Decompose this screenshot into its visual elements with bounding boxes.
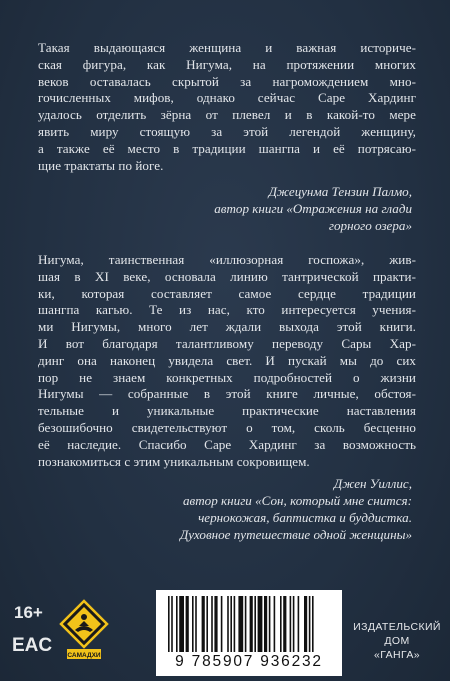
- attribution1-line: автор книги «Отражения на глади: [214, 201, 412, 216]
- eac-mark-text: EAC: [11, 635, 53, 656]
- barcode-bar: [258, 596, 263, 652]
- eac-certification-icon: [11, 631, 53, 656]
- quote2-line: безошибочно свидетельствуют о том, сколь бесценно: [38, 419, 416, 435]
- quote1-line: явить миру стоящую за этой легендой женщину,: [38, 123, 416, 139]
- quote2-line: тельные и уникальные практические наставления: [38, 403, 416, 419]
- barcode-bar: [280, 596, 282, 652]
- barcode-bars: [168, 596, 330, 652]
- publisher-imprint: [352, 620, 442, 662]
- barcode-bar: [176, 596, 178, 652]
- barcode-bar: [234, 596, 236, 652]
- quote2-line: познакомиться с этим уникальным сокровищем.: [38, 453, 310, 469]
- publisher-line: ДОМ: [384, 635, 410, 647]
- quote1-line: гочисленных мифов, однако сейчас Саре Хардинг: [38, 90, 416, 106]
- attribution2-line: чернокожая, баптистка и буддистка.: [198, 510, 412, 525]
- barcode-bar: [206, 596, 208, 652]
- barcode-bar: [227, 596, 229, 652]
- barcode-bar: [168, 596, 170, 652]
- quote1-line: удалось отделить зёрна от плевел и в какой-то мере: [38, 107, 416, 123]
- publisher-line: ИЗДАТЕЛЬСКИЙ: [353, 621, 441, 633]
- quote2-line: ми Нигумы, много лет ждали выхода этой книги.: [38, 319, 416, 335]
- logo-label: САМАДХИ: [67, 652, 101, 659]
- quote2-line: динг она наконец увидела свет. И пускай мы до сих: [38, 352, 416, 368]
- barcode-bar: [293, 596, 295, 652]
- isbn-digits: 9 785907 936232: [175, 653, 323, 670]
- quote2-line: пор не знаем конкретных подробностей о жизни: [38, 369, 416, 385]
- barcode-bar: [238, 596, 243, 652]
- attribution-1: [92, 183, 412, 234]
- isbn-barcode: [156, 590, 342, 676]
- attribution-2: [112, 475, 412, 543]
- quote2-line: шая в XI веке, основала линию тантрической практи-: [38, 268, 416, 284]
- barcode-bar: [254, 596, 256, 652]
- quote1-line: а также её место в традиции шангпа и её потрясаю-: [38, 140, 416, 156]
- quote2-line: Нигума, таинственная «иллюзорная госпожа», жив-: [38, 252, 416, 267]
- barcode-bar: [171, 596, 173, 652]
- barcode-bar: [250, 596, 253, 652]
- barcode-bar: [211, 596, 213, 652]
- quote-nigumapraise-1: [38, 40, 416, 174]
- age-rating: 16+: [14, 603, 43, 622]
- attribution2-line: автор книги «Сон, который мне снится:: [182, 493, 412, 508]
- quote1-line: веков оставалась скрытой за нагромождением мно-: [38, 73, 416, 89]
- barcode-bar: [214, 596, 217, 652]
- barcode-bar: [230, 596, 232, 652]
- barcode-bar: [298, 596, 300, 652]
- quote1-line: щие трактаты по йоге.: [38, 157, 164, 173]
- barcode-bar: [192, 596, 194, 652]
- attribution2-line: Джен Уиллис,: [333, 476, 412, 491]
- attribution1-line: горного озера»: [328, 218, 412, 233]
- quote2-line: Нигумы — собранные в этой книге личные, обстоя-: [38, 386, 416, 402]
- quote2-line: ки, которая составляет самое сердце традиции: [38, 285, 416, 301]
- barcode-bar: [283, 596, 286, 652]
- barcode-bar: [195, 596, 197, 652]
- quote2-line: И вот благодаря талантливому переводу Сары Хар-: [38, 335, 416, 351]
- barcode-bar: [179, 596, 184, 652]
- quote2-line: шангпа кагью. Те из нас, кто интересуется учения-: [38, 302, 416, 318]
- barcode-bar: [202, 596, 205, 652]
- barcode-bar: [309, 596, 311, 652]
- barcode-bar: [312, 596, 314, 652]
- barcode-bar: [269, 596, 271, 652]
- quote1-line: Такая выдающаяся женщина и важная историче-: [38, 40, 416, 55]
- barcode-bar: [245, 596, 247, 652]
- publisher-line: «ГАНГА»: [373, 649, 421, 661]
- barcode-bar: [274, 596, 276, 652]
- samadhi-logo-icon: [59, 600, 109, 662]
- barcode-bar: [186, 596, 189, 652]
- attribution2-line: Духовное путешествие одной женщины»: [179, 527, 412, 542]
- quote-nigumapraise-2: [38, 252, 416, 470]
- barcode-bar: [304, 596, 307, 652]
- barcode-bar: [290, 596, 292, 652]
- barcode-bar: [221, 596, 223, 652]
- attribution1-line: Джецунма Тензин Палмо,: [268, 184, 412, 199]
- barcode-bar: [264, 596, 267, 652]
- quote2-line: её наследие. Спасибо Саре Хардинг за возможность: [38, 436, 416, 452]
- quote1-line: ская фигура, как Нигума, на протяжении многих: [38, 56, 416, 72]
